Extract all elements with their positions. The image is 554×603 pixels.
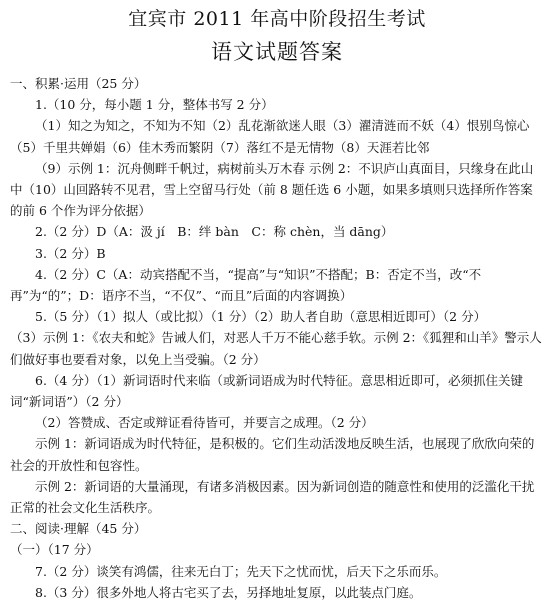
answer-paragraph: 2.（2 分）D（A：汲 jí B：绊 bàn C：称 chèn，当 dāng）: [35, 224, 394, 240]
document-title: 宜宾市 2011 年高中阶段招生考试: [128, 8, 426, 30]
answer-paragraph: 二、阅读·理解（45 分）: [10, 521, 147, 537]
answer-paragraph: （3）示例 1：《农夫和蛇》告诫人们，对恶人千万不能心慈手软。示例 2：《狐狸和山羊》警示人们做好事也要看对象，以免上当受骗。（2 分）: [10, 330, 542, 367]
document-body: [10, 73, 544, 603]
answer-paragraph: 6.（4 分）（1）新词语时代来临（或新词语成为时代特征。意思相近即可，必须抓住关键词“新词语”）（2 分）: [10, 372, 524, 410]
answer-paragraph: （1）知之为知之，不知为不知（2）乱花渐欲迷人眼（3）濯清涟而不妖（4）恨别鸟惊心（5）千里共婵娟（6）佳木秀而繁阴（7）落红不是无情物（8）天涯若比邻: [10, 118, 530, 155]
answer-paragraph: （一）（17 分）: [10, 542, 99, 558]
answer-paragraph: 示例 1：新词语成为时代特征，是积极的。它们生动活泼地反映生活，也展现了欣欣向荣的社会的开放性和包容性。: [10, 436, 535, 473]
answer-paragraph: 5.（5 分）（1）拟人（或比拟）（1 分）（2）助人者自助（意思相近即可）（2 分）: [35, 309, 487, 325]
answer-paragraph: （9）示例 1：沉舟侧畔千帆过，病树前头万木春 示例 2：不识庐山真面目，只缘身在此山中（10）山回路转不见君，雪上空留马行处（前 8 题任选 6 小题，如果多填则只选择所作答案的前 6 个作为评分依据）: [10, 160, 534, 219]
answer-paragraph: （2）答赞成、否定或辩证看待皆可，并要言之成理。（2 分）: [35, 415, 374, 431]
answer-paragraph: 8.（3 分）很多外地人将古宅买了去，另择地址复原，以此装点门庭。: [35, 584, 422, 600]
document-subtitle: 语文试题答案: [211, 40, 343, 64]
answer-paragraph: 4.（2 分）C（A：动宾搭配不当，“提高”与“知识”不搭配；B：否定不当，改“不再”为“的”；D：语序不当，“不仅”、“而且”后面的内容调换）: [10, 266, 482, 304]
answer-paragraph: 一、积累·运用（25 分）: [10, 76, 147, 91]
answer-paragraph: 7.（2 分）谈笑有鸿儒，往来无白丁；先天下之忧而忧，后天下之乐而乐。: [35, 563, 447, 579]
answer-paragraph: 3.（2 分）B: [35, 245, 106, 261]
answer-paragraph: 示例 2：新词语的大量涌现，有诸多消极因素。因为新词创造的随意性和使用的泛滥化干扰正常的社会文化生活秩序。: [10, 478, 535, 516]
answer-paragraph: 1.（10 分，每小题 1 分，整体书写 2 分）: [35, 97, 274, 113]
